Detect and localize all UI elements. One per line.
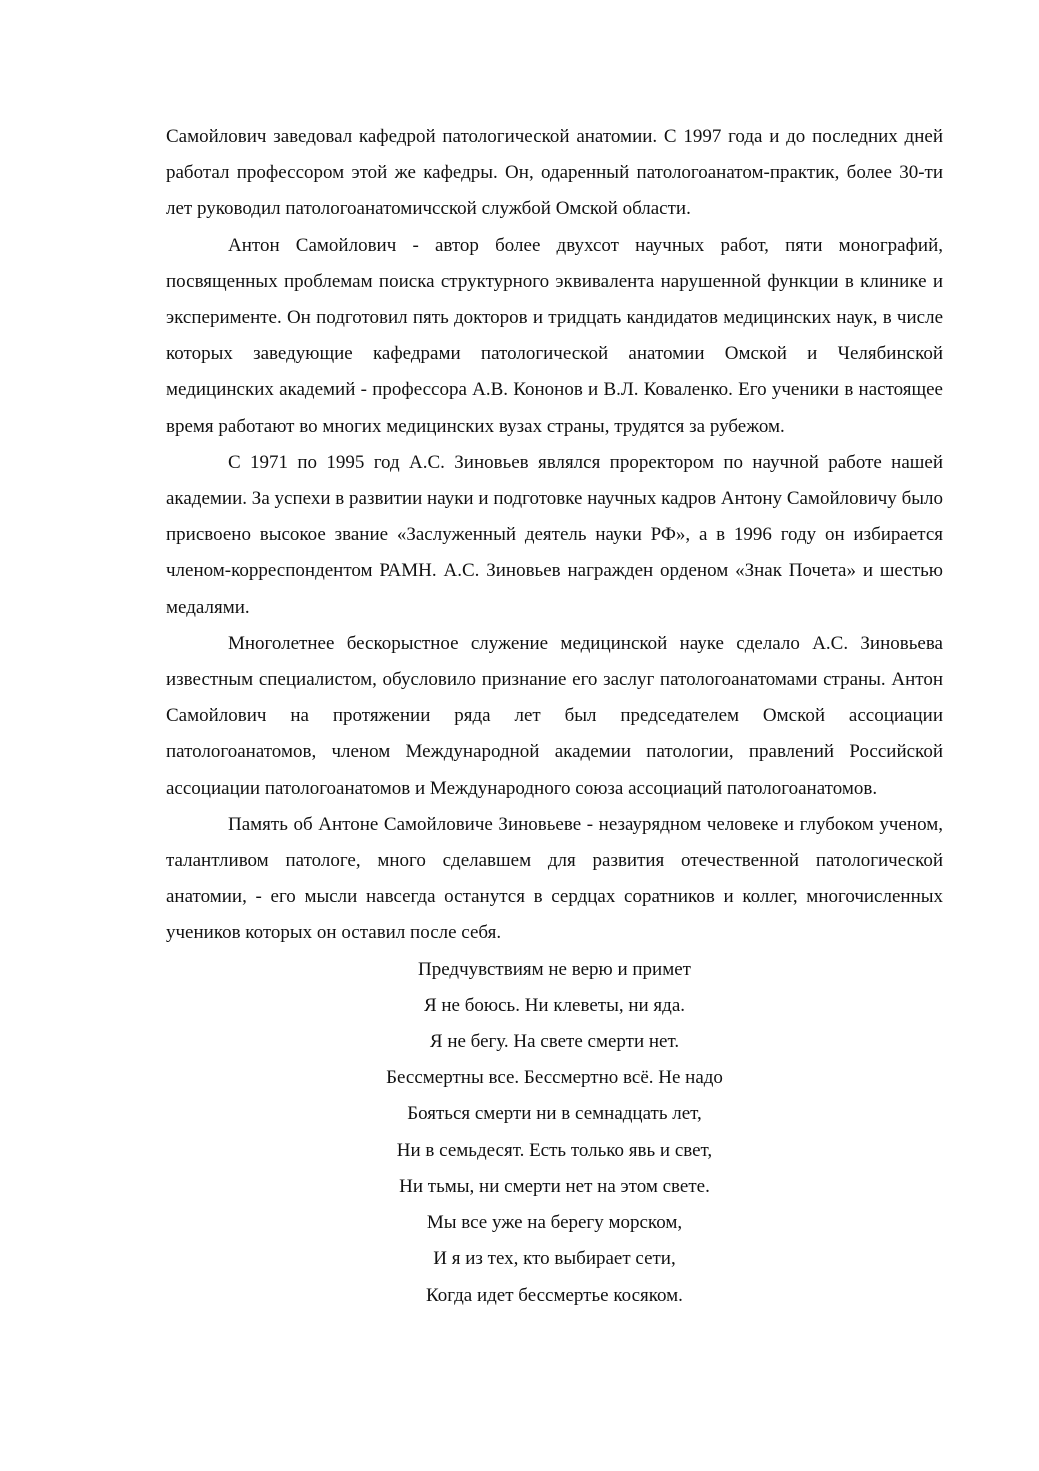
- paragraph-continuation: Самойлович заведовал кафедрой патологической анатомии. С 1997 года и до последних дней работал профессором этой же кафедры. Он, одаренный патологоанатом-практик, более 30-ти лет руководил патологоанатомичсской службой Омской области.: [166, 126, 943, 220]
- poem-line: Ни тьмы, ни смерти нет на этом свете.: [399, 1175, 710, 1197]
- paragraph-works: Антон Самойлович - автор более двухсот научных работ, пяти монографий, посвященных проблемам поиска структурного эквивалента нарушенной функции в клинике и эксперименте. Он подготовил пять докторов и тридцать кандидатов медицинских наук, в числе которых заведующие кафедрами патологической анатомии Омской и Челябинской медицинских академий - профессора А.В. Кононов и В.Л. Коваленко. Его ученики в настоящее время работают во многих медицинских вузах страны, трудятся за рубежом.: [166, 234, 943, 437]
- document-page: [166, 119, 943, 1314]
- poem-line: Мы все уже на берегу морском,: [426, 1212, 683, 1234]
- poem-line: Я не боюсь. Ни клеветы, ни яда.: [423, 994, 686, 1016]
- poem-line: И я из тех, кто выбирает сети,: [433, 1248, 676, 1270]
- poem-line: Бессмертны все. Бессмертно всё. Не надо: [386, 1067, 723, 1089]
- poem: [166, 952, 943, 1314]
- poem-line: Я не бегу. На свете смерти нет.: [429, 1031, 680, 1053]
- poem-line: Ни в семьдесят. Есть только явь и свет,: [396, 1139, 713, 1161]
- poem-line: Когда идет бессмертье косяком.: [426, 1284, 683, 1306]
- poem-line: Предчувствиям не верю и примет: [418, 958, 691, 980]
- poem-line: Бояться смерти ни в семнадцать лет,: [407, 1103, 702, 1125]
- paragraph-career: С 1971 по 1995 год А.С. Зиновьев являлся проректором по научной работе нашей академии. За успехи в развитии науки и подготовке научных кадров Антону Самойловичу было присвоено высокое звание «Заслуженный деятель науки РФ», а в 1996 году он избирается членом-корреспондентом РАМН. А.С. Зиновьев награжден орденом «Знак Почета» и шестью медалями.: [166, 451, 943, 618]
- paragraph-memory: Память об Антоне Самойловиче Зиновьеве - незаурядном человеке и глубоком ученом, талантливом патологе, много сделавшем для развития отечественной патологической анатомии, - его мысли навсегда останутся в сердцах соратников и коллег, многочисленных учеников которых он оставил после себя.: [166, 813, 943, 944]
- paragraph-recognition: Многолетнее бескорыстное служение медицинской науке сделало А.С. Зиновьева известным специалистом, обусловило признание его заслуг патологоанатомами страны. Антон Самойлович на протяжении ряда лет был председателем Омской ассоциации патологоанатомов, членом Международной академии патологии, правлений Российской ассоциации патологоанатомов и Международного союза ассоциаций патологоанатомов.: [166, 632, 943, 799]
